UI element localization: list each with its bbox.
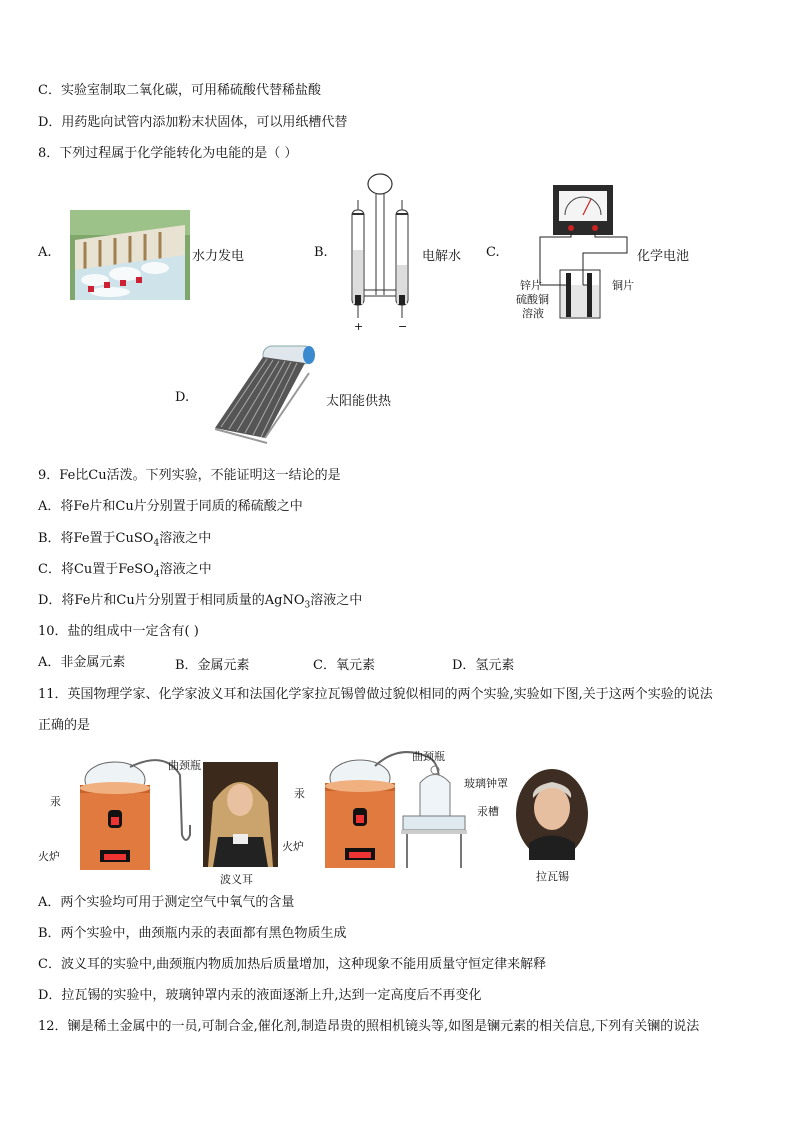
q8-c-text: 化学电池 <box>637 249 690 264</box>
q11-option-d: D．拉瓦锡的实验中，玻璃钟罩内汞的液面逐渐上升,达到一定高度后不再变化 <box>38 988 482 1003</box>
q7-option-c: C．实验室制取二氧化碳，可用稀硫酸代替稀盐酸 <box>38 83 321 98</box>
left-furnace-label: 火炉 <box>38 850 60 863</box>
q8-d-letter: D. <box>175 390 190 405</box>
q8-b-text: 电解水 <box>422 249 462 264</box>
right-furnace-label: 火炉 <box>282 840 304 853</box>
q12-stem: 12．镧是稀土金属中的一员,可制合金,催化剂,制造昂贵的照相机镜头等,如图是镧元素的相关信息,下列有关镧的说法 <box>38 1019 700 1034</box>
zinc-plate-label: 锌片 <box>520 279 542 292</box>
bell-jar-label: 玻璃钟罩 <box>464 777 508 790</box>
q8-b-letter: B. <box>314 245 328 260</box>
solar-water-heater-image <box>205 343 317 445</box>
q8-d-text: 太阳能供热 <box>326 394 392 409</box>
q10-option-a: A．非金属元素 <box>38 655 126 670</box>
copper-plate-label: 铜片 <box>612 279 634 292</box>
anode-sign: + <box>354 320 364 333</box>
right-flask-label: 曲颈瓶 <box>412 750 445 763</box>
lavoisier-caption: 拉瓦锡 <box>536 870 569 883</box>
hydropower-image <box>70 210 190 300</box>
q10-option-b: B．金属元素 <box>175 658 250 673</box>
q9-option-c: C．将Cu置于FeSO$_4$溶液之中 <box>38 562 212 580</box>
copper-sulfate-label-2: 溶液 <box>522 307 544 320</box>
q9-option-a: A．将Fe片和Cu片分别置于同质的稀硫酸之中 <box>38 499 303 514</box>
q8-a-letter: A. <box>38 245 52 260</box>
right-mercury-label: 汞 <box>294 787 305 800</box>
lavoisier-portrait <box>515 768 589 860</box>
boyle-caption: 波义耳 <box>220 873 253 886</box>
q11-stem-line1: 11．英国物理学家、化学家波义耳和法国化学家拉瓦锡曾做过貌似相同的两个实验,实验如下图,关于这两个实验的说法 <box>38 687 713 702</box>
boyle-portrait <box>203 762 278 867</box>
cathode-sign: − <box>398 320 408 333</box>
q8-c-letter: C. <box>486 245 500 260</box>
mercury-trough-label: 汞槽 <box>477 805 499 818</box>
boyle-apparatus <box>70 755 200 875</box>
q9-option-d: D．将Fe片和Cu片分别置于相同质量的AgNO$_3$溶液之中 <box>38 593 363 611</box>
q8-stem: 8．下列过程属于化学能转化为电能的是（ ） <box>38 146 298 161</box>
q11-option-b: B．两个实验中，曲颈瓶内汞的表面都有黑色物质生成 <box>38 926 347 941</box>
q9-stem: 9．Fe比Cu活泼。下列实验，不能证明这一结论的是 <box>38 468 341 483</box>
q10-option-c: C．氧元素 <box>313 658 375 673</box>
q10-stem: 10．盐的组成中一定含有( ) <box>38 624 199 639</box>
q11-stem-line2: 正确的是 <box>38 718 91 733</box>
left-mercury-label: 汞 <box>50 795 61 808</box>
q9-option-b: B．将Fe置于CuSO$_4$溶液之中 <box>38 531 212 549</box>
q7-option-d: D．用药匙向试管内添加粉末状固体，可以用纸槽代替 <box>38 115 348 130</box>
copper-sulfate-label-1: 硫酸铜 <box>516 293 549 306</box>
q11-option-a: A．两个实验均可用于测定空气中氧气的含量 <box>38 895 295 910</box>
q8-a-text: 水力发电 <box>192 249 245 264</box>
q11-option-c: C．波义耳的实验中,曲颈瓶内物质加热后质量增加，这种现象不能用质量守恒定律来解释 <box>38 957 547 972</box>
electrolysis-apparatus <box>340 170 420 335</box>
left-flask-label: 曲颈瓶 <box>168 759 201 772</box>
q10-option-d: D．氢元素 <box>452 658 515 673</box>
